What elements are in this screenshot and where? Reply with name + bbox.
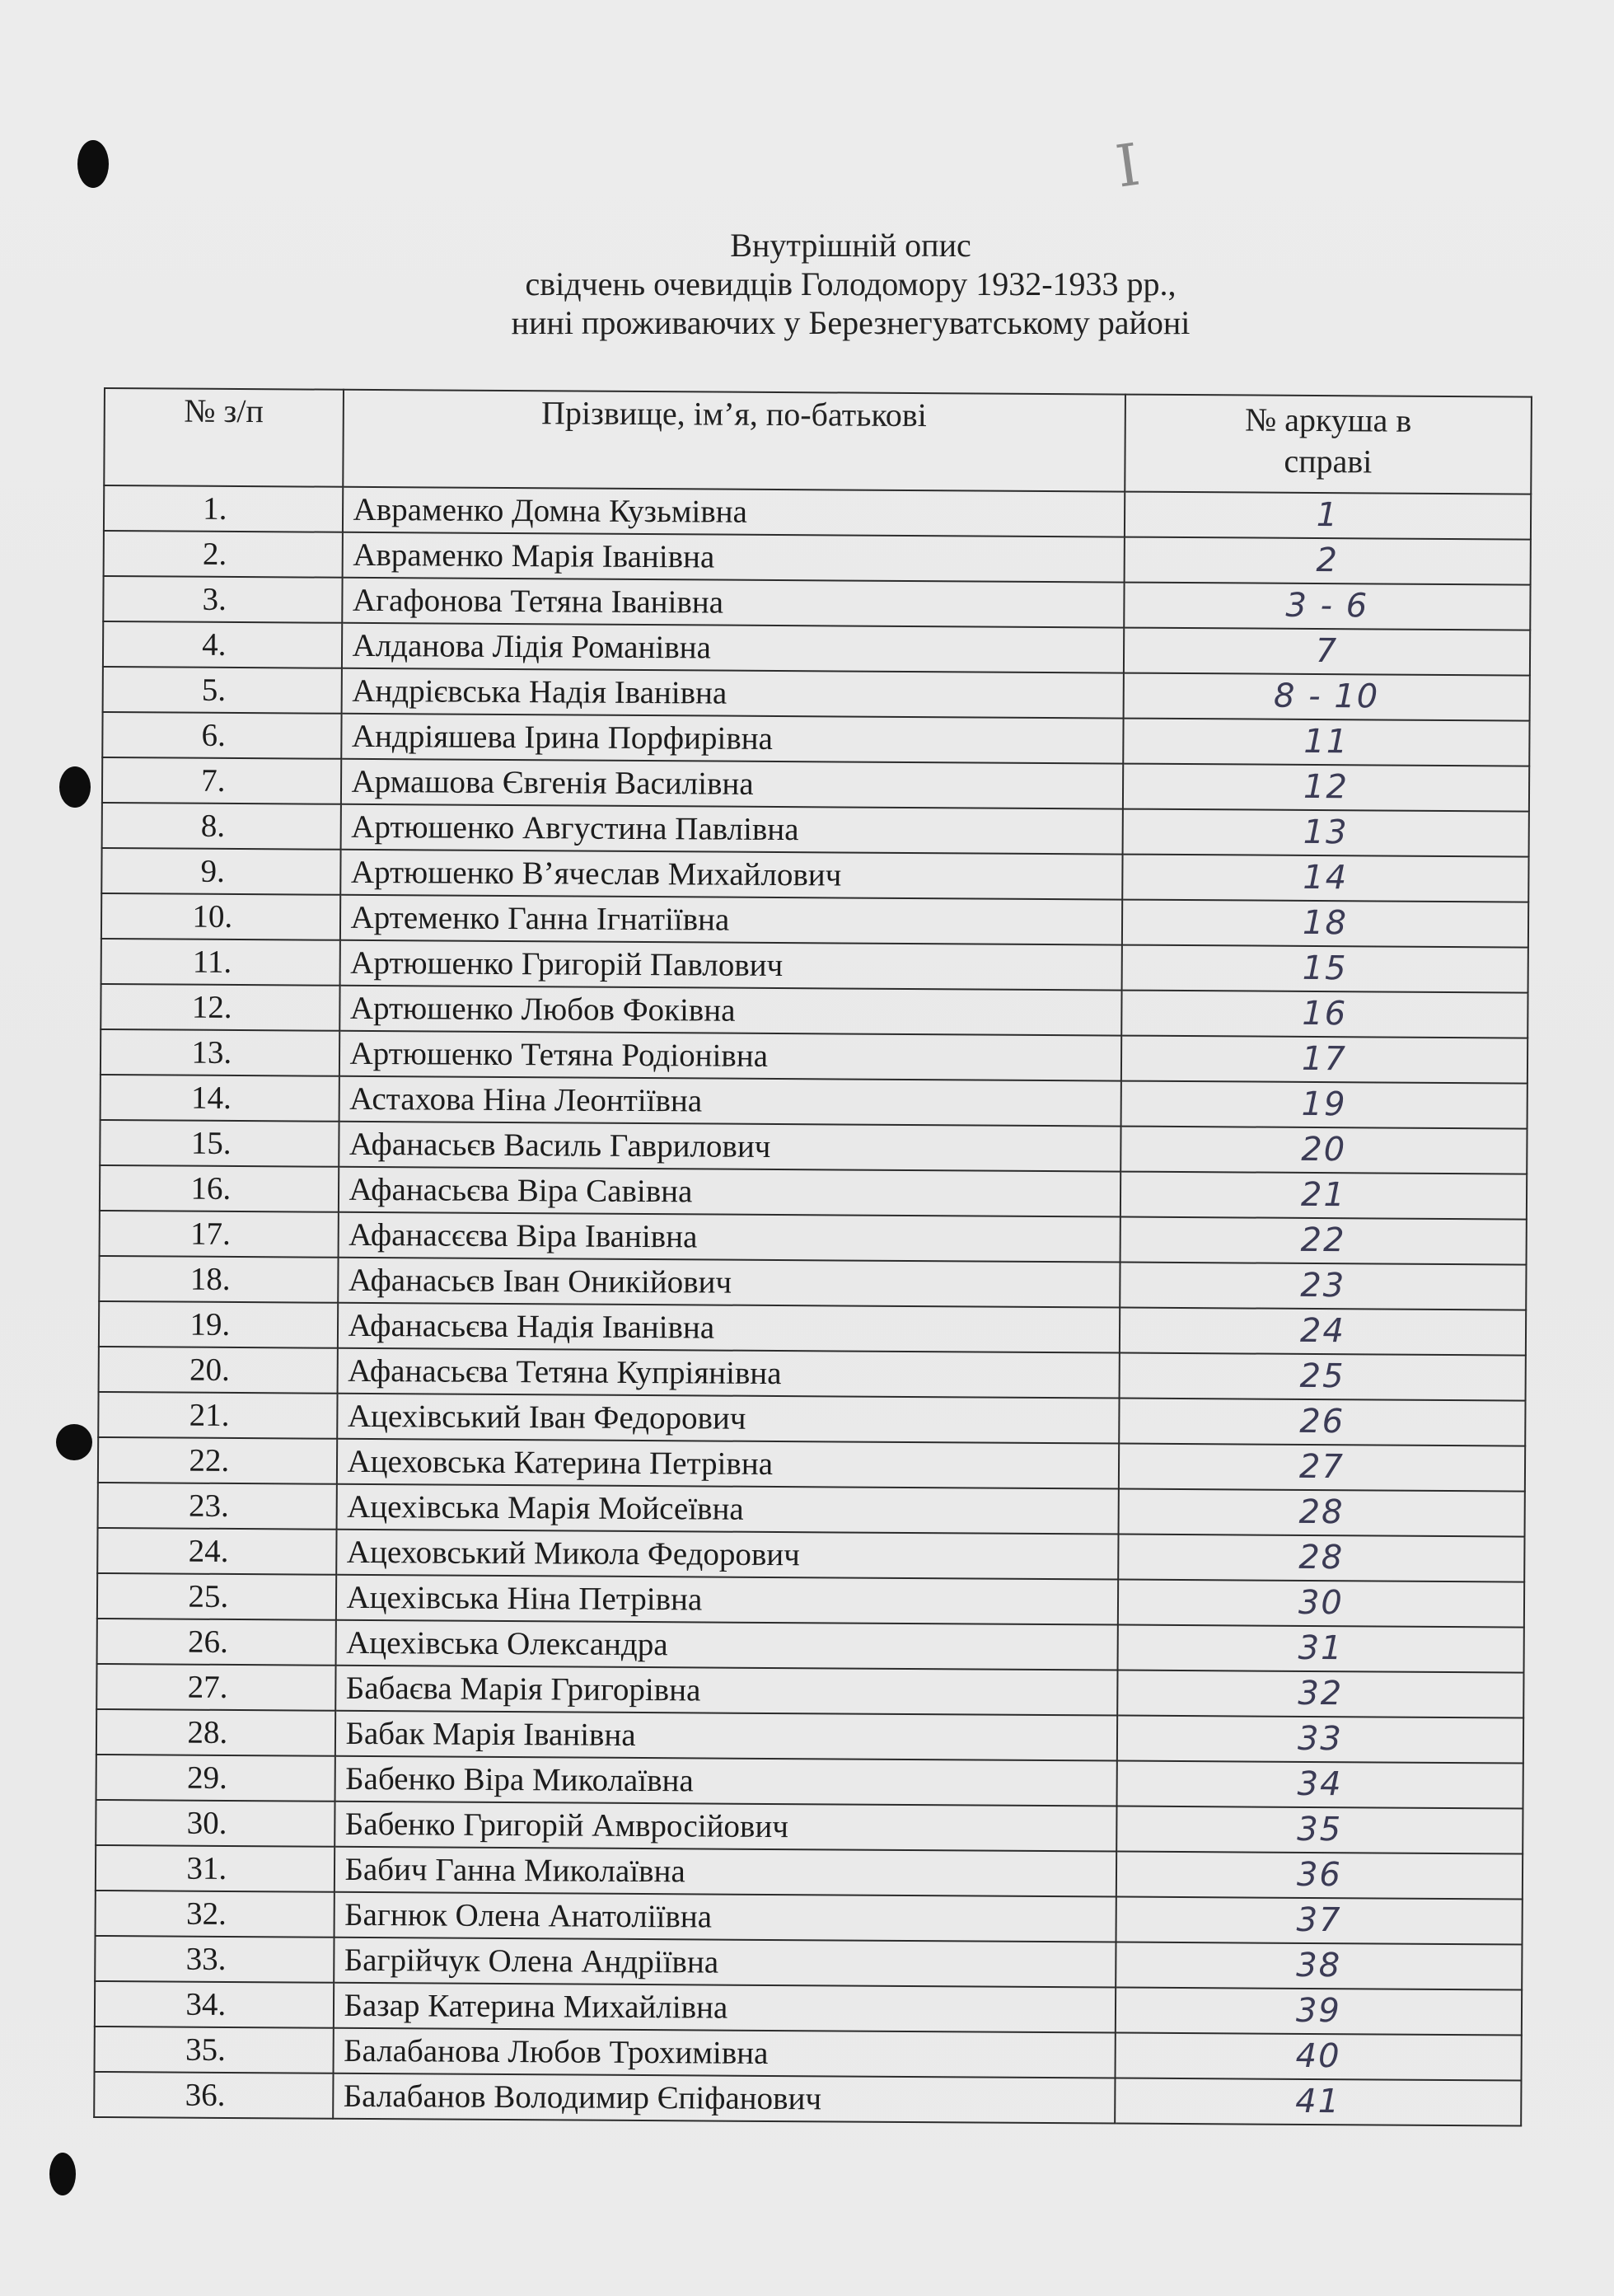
punch-hole — [59, 766, 91, 808]
row-full-name: Агафонова Тетяна Іванівна — [342, 578, 1125, 628]
row-sheet-number-handwritten: 3 - 6 — [1124, 583, 1531, 630]
row-number: 33. — [95, 1936, 334, 1983]
row-full-name: Андріяшева Ірина Порфирівна — [341, 714, 1124, 764]
row-number: 36. — [94, 2072, 333, 2119]
row-sheet-number-handwritten: 28 — [1118, 1535, 1525, 1582]
row-number: 27. — [96, 1664, 335, 1711]
row-full-name: Авраменко Марія Іванівна — [342, 532, 1125, 583]
row-full-name: Афанасьєв Іван Оникійович — [338, 1258, 1120, 1308]
row-sheet-number-handwritten: 23 — [1120, 1263, 1527, 1310]
row-number: 35. — [95, 2027, 334, 2073]
row-sheet-number-handwritten: 34 — [1116, 1761, 1523, 1809]
row-number: 3. — [103, 576, 342, 623]
row-number: 5. — [103, 667, 342, 714]
row-sheet-number-handwritten: 32 — [1117, 1670, 1524, 1718]
row-sheet-number-handwritten: 39 — [1116, 1988, 1523, 2036]
table-row — [94, 2072, 1521, 2126]
row-sheet-number-handwritten: 38 — [1116, 1942, 1523, 1990]
row-sheet-number-handwritten: 8 - 10 — [1123, 673, 1530, 721]
row-sheet-number-handwritten: 35 — [1116, 1806, 1523, 1854]
row-number: 29. — [96, 1755, 335, 1802]
row-full-name: Артюшенко Тетяна Родіонівна — [339, 1031, 1121, 1081]
row-sheet-number-handwritten: 1 — [1125, 492, 1532, 540]
row-full-name: Ацехівський Іван Федорович — [337, 1394, 1120, 1444]
row-full-name: Ацеховський Микола Федорович — [336, 1530, 1119, 1580]
row-full-name: Артюшенко В’ячеслав Михайлович — [340, 850, 1123, 900]
row-full-name: Багнюк Олена Анатоліївна — [334, 1892, 1116, 1942]
row-full-name: Артеменко Ганна Ігнатіївна — [339, 895, 1122, 945]
row-number: 25. — [97, 1573, 336, 1620]
row-number: 16. — [100, 1165, 339, 1212]
row-full-name: Ацехівська Ніна Петрівна — [335, 1575, 1118, 1625]
row-full-name: Афанасьєв Василь Гаврилович — [339, 1122, 1121, 1172]
row-sheet-number-handwritten: 41 — [1115, 2078, 1522, 2126]
row-sheet-number-handwritten: 18 — [1122, 900, 1529, 948]
row-number: 17. — [100, 1211, 339, 1258]
row-full-name: Ацехівська Марія Мойсеївна — [336, 1484, 1119, 1535]
row-number: 15. — [100, 1120, 339, 1167]
row-full-name: Астахова Ніна Леонтіївна — [339, 1076, 1121, 1127]
row-number: 30. — [96, 1800, 334, 1847]
row-sheet-number-handwritten: 2 — [1124, 537, 1531, 585]
row-sheet-number-handwritten: 36 — [1116, 1852, 1523, 1900]
row-full-name: Бабенко Віра Миколаївна — [334, 1756, 1117, 1806]
row-number: 2. — [104, 531, 343, 578]
row-sheet-number-handwritten: 20 — [1120, 1127, 1527, 1174]
row-sheet-number-handwritten: 27 — [1119, 1444, 1526, 1492]
row-full-name: Афанасєєва Віра Іванівна — [338, 1212, 1120, 1263]
header-full-name: Прізвище, ім’я, по-батькові — [343, 390, 1125, 492]
row-sheet-number-handwritten: 28 — [1118, 1489, 1525, 1537]
title-line-2: свідчень очевидців Голодомору 1932-1933 рр., — [525, 265, 1177, 302]
testimony-register-table — [93, 387, 1532, 2127]
row-sheet-number-handwritten: 19 — [1120, 1081, 1527, 1129]
row-full-name: Бабак Марія Іванівна — [334, 1711, 1117, 1761]
row-number: 24. — [97, 1528, 336, 1575]
row-number: 7. — [102, 757, 341, 804]
row-sheet-number-handwritten: 21 — [1120, 1172, 1527, 1220]
row-full-name: Афанасьєва Віра Савівна — [338, 1167, 1120, 1217]
row-sheet-number-handwritten: 15 — [1121, 945, 1528, 993]
row-number: 19. — [99, 1301, 338, 1348]
row-full-name: Армашова Євгенія Василівна — [340, 759, 1123, 809]
row-number: 31. — [96, 1845, 334, 1892]
punch-hole — [49, 2153, 76, 2195]
row-number: 13. — [101, 1029, 339, 1076]
row-number: 14. — [101, 1075, 339, 1122]
row-full-name: Алданова Лідія Романівна — [341, 623, 1124, 673]
row-number: 26. — [97, 1619, 336, 1666]
row-full-name: Бабаєва Марія Григорівна — [335, 1666, 1118, 1716]
row-number: 10. — [101, 893, 340, 940]
header-number: № з/п — [104, 388, 343, 487]
row-sheet-number-handwritten: 7 — [1124, 628, 1531, 676]
row-sheet-number-handwritten: 13 — [1122, 809, 1529, 857]
row-number: 22. — [98, 1437, 337, 1484]
row-number: 18. — [99, 1256, 338, 1303]
row-number: 32. — [96, 1891, 334, 1938]
row-full-name: Артюшенко Григорій Павлович — [339, 940, 1122, 991]
row-full-name: Ацеховська Катерина Петрівна — [336, 1439, 1119, 1489]
row-number: 6. — [102, 712, 341, 759]
punch-hole — [56, 1424, 92, 1460]
row-sheet-number-handwritten: 24 — [1120, 1308, 1527, 1356]
row-sheet-number-handwritten: 40 — [1115, 2033, 1522, 2081]
row-full-name: Бабич Ганна Миколаївна — [334, 1847, 1116, 1897]
title-line-3: нині проживаючих у Березнегуватському районі — [511, 304, 1191, 341]
row-sheet-number-handwritten: 12 — [1123, 764, 1530, 812]
row-sheet-number-handwritten: 37 — [1116, 1897, 1523, 1945]
row-full-name: Ацехівська Олександра — [335, 1620, 1118, 1670]
row-number: 9. — [101, 848, 340, 895]
header-sheet-number — [1125, 395, 1532, 494]
row-sheet-number-handwritten: 14 — [1122, 855, 1529, 902]
row-full-name: Балабанова Любов Трохимівна — [333, 2028, 1116, 2078]
row-full-name: Артюшенко Августина Павлівна — [340, 804, 1123, 855]
row-sheet-number-handwritten: 16 — [1121, 991, 1528, 1038]
row-number: 4. — [103, 621, 342, 668]
row-full-name: Базар Катерина Михайлівна — [333, 1983, 1116, 2033]
row-number: 28. — [96, 1709, 335, 1756]
punch-hole — [77, 140, 109, 188]
table-body — [94, 485, 1531, 2126]
header-sheet-line-2: справі — [1284, 442, 1373, 480]
row-number: 20. — [99, 1347, 338, 1394]
row-number: 1. — [104, 485, 343, 532]
row-full-name: Андрієвська Надія Іванівна — [341, 668, 1124, 719]
row-sheet-number-handwritten: 30 — [1118, 1580, 1525, 1628]
handwritten-page-mark: I — [1111, 130, 1144, 201]
row-number: 34. — [95, 1981, 334, 2028]
row-number: 23. — [98, 1483, 337, 1530]
row-sheet-number-handwritten: 22 — [1120, 1217, 1527, 1265]
row-number: 12. — [101, 984, 339, 1031]
row-sheet-number-handwritten: 11 — [1123, 719, 1530, 766]
row-full-name: Авраменко Домна Кузьмівна — [342, 487, 1125, 537]
row-number: 11. — [101, 939, 340, 986]
row-full-name: Балабанов Володимир Єпіфанович — [333, 2073, 1116, 2124]
title-line-1: Внутрішній опис — [730, 227, 971, 264]
table-header-row — [104, 388, 1532, 494]
row-number: 21. — [98, 1392, 337, 1439]
row-sheet-number-handwritten: 33 — [1117, 1716, 1524, 1764]
row-sheet-number-handwritten: 25 — [1119, 1353, 1526, 1401]
row-full-name: Афанасьєва Тетяна Купріянівна — [337, 1348, 1120, 1399]
row-sheet-number-handwritten: 31 — [1117, 1625, 1524, 1673]
row-sheet-number-handwritten: 26 — [1119, 1399, 1526, 1446]
row-full-name: Багрійчук Олена Андріївна — [334, 1938, 1116, 1988]
row-number: 8. — [102, 803, 341, 850]
row-sheet-number-handwritten: 17 — [1121, 1036, 1528, 1084]
row-full-name: Афанасьєва Надія Іванівна — [337, 1303, 1120, 1353]
document-title — [0, 226, 1614, 342]
row-full-name: Артюшенко Любов Фоківна — [339, 986, 1122, 1036]
header-sheet-line-1: № аркуша в — [1244, 401, 1412, 439]
row-full-name: Бабенко Григорій Амвросійович — [334, 1802, 1117, 1852]
